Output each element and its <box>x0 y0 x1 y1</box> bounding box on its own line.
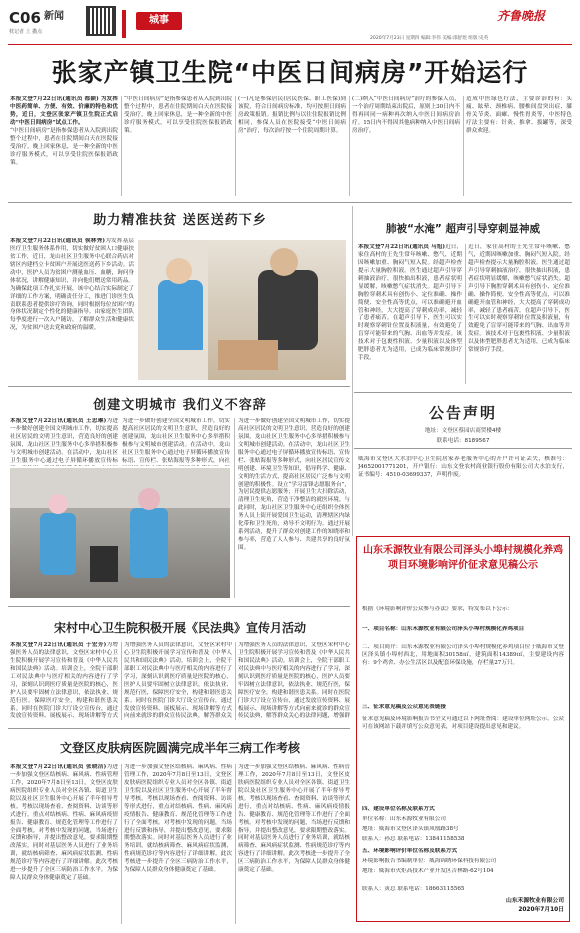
notice-phone: 联系电话：8189567 <box>436 438 490 444</box>
eia-s5-address: 地址：威海市火炬高技术产业开发区吉林路-62号104 <box>362 868 494 874</box>
volunteer-head <box>48 494 68 514</box>
eia-title: 山东禾源牧业有限公司泽头小埠村规模化养鸡项目环境影响评价征求意见稿公示 <box>363 545 563 571</box>
section-rule <box>8 728 350 729</box>
story1-text: 为发挥基层医疗卫生服务体系作用，切实做好贫困人口健康扶贫工作，近日，龙山社区卫生服务中心联合药店对辖区内建档立卡贫困户开展送医送药下乡活动。活动中，医护人员为贫困户测量血压、血糖，询问身体状况，讲解健康知识，并向他们赠送常用药品。为确保此项工作扎实开展，该中心结合实际制定了详细的工作方案，明确责任分工，推进门诊医生负责联系患者提供诊疗咨询，同时根据每位贫困户的身体状况制定个性化的健康指导。由家庭医生团队每季度进行一次入户随访，了解群众生活和健康状况，为贫困户送去党和政府的温暖。 <box>10 238 134 332</box>
person-head <box>270 248 298 276</box>
story3-photo <box>10 468 230 598</box>
person-figure <box>258 270 318 350</box>
main-headline: 张家产镇卫生院“中医日间病房”开始运行 <box>51 58 529 87</box>
table-shape <box>218 340 278 370</box>
column-divider <box>235 96 236 196</box>
column-divider <box>121 764 122 924</box>
column-divider <box>349 96 350 196</box>
story2-col-1 <box>358 244 462 384</box>
column-divider <box>235 642 236 720</box>
column-divider <box>234 418 235 598</box>
column-divider <box>121 642 122 720</box>
date-line: 2020年7月23日 星期四 编辑:李伟 美编:邵舒煜 组版:史英 <box>370 36 489 41</box>
editor-line: 枕记者 上 撒点 <box>9 29 43 35</box>
qr-code <box>86 6 116 36</box>
story4-byline: 本报文登7月22日讯(通讯员 于宏芳) <box>10 642 107 648</box>
story5-col-2: 为进一步加强文登区结核病、麻风病、性病管理工作，2020年7月8日至13日，文登区皮肤病医院组织专业人员对全区各镇、街道卫生院以及社区卫生服务中心开展了半年督导考核。考核以现场查看、查阅资料、访谈等形式进行，重点对结核病、性病、麻风病疫情报告、健康教育、规范化管理等工作进行了全面考核。对考核中发现的问题，当场进行反馈和指导，并提出整改意见，要求限期整改落实。同时对基层医务人员进行了业务培训，就结核病筛查、麻风病症状监测、性病规范诊疗等内容进行了详细讲解。此次考核进一步提升了全区三病防治工作水平，为保障人民群众身体健康奠定了基础。 <box>124 764 232 874</box>
volunteer-head <box>138 488 160 510</box>
story4-col-1 <box>10 642 118 720</box>
story2-text: 近日，家住高村的王先生常年咳嗽、憋气，近期因咳嗽加重、胸闷气短入院。经超声检查提示大量胸腔积液。医生通过超声引导穿刺抽液治疗，很快抽出积液，患者症状明显缓解，咳嗽憋气症状消失。超声引导下胸腔穿刺术具有创伤小、定位准确、操作简便、安全性高等优点，可以准确避开血管和神经，大大提高了穿刺成功率，减轻了患者痛苦。在超声引导下，医生可以实时观察穿刺针位置及积液量，有效避免了盲穿可能带来的气胸、出血等并发症。该技术对于包裹性积液、少量积液以及体型肥胖患者尤为适用，已成为临床常规诊疗手段。 <box>358 244 462 362</box>
lead-col-5: 造成中医绿色疗法，主要诊治的有：头痛、眩晕、颈椎病、腰椎间盘突出症、膝骨关节炎、面瘫、慢性胃炎等，中医特色疗法主要有：针灸、推拿、拔罐等，深受群众欢迎。 <box>466 96 572 134</box>
section-rule <box>8 202 572 203</box>
story1-photo <box>138 240 346 380</box>
eia-s5-contact: 联系人：黄总 联系电话：18663115565 <box>362 886 465 892</box>
story4-col-2: 为增强医务人员的法律意识，文登区宋村中心卫生院积极开展学习宣传和普及《中华人民共和国民法典》活动。培训会上，全院干部职工对民法典中与医疗相关的内容进行了学习，深刻认识到医疗质量是医院的核心，医护人员要牢固树立法律意识，依法执业、规范行医，保障医疗安全，构建和谐医患关系。同时在医院门诊大厅设立宣传台，通过发放宣传资料、展板展示、现场讲解等方式向前来就诊的群众宣传民法典，解答群众关 <box>124 642 232 720</box>
eia-intro: 根据《环境影响评价公众参与办法》要求，特发布以下公示： <box>362 606 514 612</box>
lead-paragraph-1: 本报文登7月22日讯(通讯员 都颖) 为发挥中医药简单、方便、有效、价廉的特色和优势，近日，文登区张家产镇卫生院正式启动“中医日间病房”试点工作。 <box>10 96 118 126</box>
notice-divider <box>354 448 572 449</box>
brand-logo: 齐鲁晚报 <box>497 9 546 23</box>
masthead-divider <box>122 10 126 38</box>
notice-address: 地址：文登区蔡园店商贸楼4楼 <box>424 428 502 434</box>
column-divider <box>235 764 236 924</box>
eia-s3-body: 征求意见稿及环境影响报告书全文可通过以下网址查阅：建设单位网址公示。公众可在该网站下载并填写公众意见表，对项目建设提出意见和建议。 <box>362 716 564 730</box>
eia-sign-company: 山东禾源牧业有限公司 <box>506 898 564 904</box>
story3-col-1 <box>10 418 118 466</box>
eia-s3: 三、征求意见稿及公众意见表链接 <box>362 704 446 710</box>
story5-title: 文登区皮肤病医院圆满完成半年三病工作考核 <box>59 741 300 755</box>
eia-s4-contact: 联系人：孙总 联系电话：13841158538 <box>362 836 465 842</box>
section-rule <box>8 386 350 387</box>
section-rule <box>354 392 572 393</box>
story2-title: 肺被“水淹” 超声引导穿刺显神威 <box>386 223 540 235</box>
column-divider <box>465 244 466 384</box>
column-tag: 城事 <box>136 12 182 30</box>
eia-s5: 五、环境影响评价单位名称及联系方式 <box>362 848 458 854</box>
story2-col-2: 近日，家住高村的王先生常年咳嗽、憋气，近期因咳嗽加重、胸闷气短入院。经超声检查提示大量胸腔积液。医生通过超声引导穿刺抽液治疗，很快抽出积液，患者症状明显缓解，咳嗽憋气症状消失。超声引导下胸腔穿刺术具有创伤小、定位准确、操作简便、安全性高等优点，可以准确避开血管和神经，大大提高了穿刺成功率，减轻了患者痛苦。在超声引导下，医生可以实时观察穿刺针位置及积液量，有效避免了盲穿可能带来的气胸、出血等并发症。该技术对于包裹性积液、少量积液以及体型肥胖患者尤为适用，已成为临床常规诊疗手段。 <box>468 244 570 354</box>
person-head <box>166 258 192 284</box>
story2-byline: 本报文登7月22日讯(通讯员 马旭) <box>358 244 446 250</box>
person-figure <box>158 280 203 350</box>
column-divider <box>352 392 353 536</box>
story3-byline: 本报文登7月22日讯(通讯员 王忠琳) <box>10 418 107 424</box>
volunteer-figure <box>130 508 168 578</box>
section-label: 新闻 <box>44 11 64 22</box>
story5-col-1 <box>10 764 118 924</box>
story5-col-3: 为进一步加强文登区结核病、麻风病、性病管理工作，2020年7月8日至13日，文登区皮肤病医院组织专业人员对全区各镇、街道卫生院以及社区卫生服务中心开展了半年督导考核。考核以现场查看、查阅资料、访谈等形式进行，重点对结核病、性病、麻风病疫情报告、健康教育、规范化管理等工作进行了全面考核。对考核中发现的问题，当场进行反馈和指导，并提出整改意见，要求限期整改落实。同时对基层医务人员进行了业务培训，就结核病筛查、麻风病症状监测、性病规范诊疗等内容进行了详细讲解。此次考核进一步提升了全区三病防治工作水平，为保障人民群众身体健康奠定了基础。 <box>238 764 350 874</box>
story1-title: 助力精准扶贫 送医送药下乡 <box>93 213 267 228</box>
eia-s2: 二、项目简介：山东禾源牧业有限公司泽头小埠村规模化养鸡项目位于威海市文登区泽头镇小埠村西北，用地面积30158㎡，建筑面积14389㎡，主要建设内容有：9个鸡舍、办公生活区以及配套环保设施，存栏量27万只。 <box>362 644 564 666</box>
notice-body: 威海市文登区大水泊中心卫生院居家养老服务中心的开户许可证丢失，核准号：J4652001771201，开户银行：山东文登农村商业银行股份有限公司大水泊支行，证书编号：4510-03699337，声明作废。 <box>358 456 568 478</box>
story3-title: 创建文明城市 我们义不容辞 <box>93 398 267 413</box>
story3-col-2: 为进一步做好创建全国文明城市工作，切实提高社区居民的文明卫生意识，营造良好的创建氛围，龙山社区卫生服务中心多举措积极参与文明城市创建活动。在活动中，龙山社区卫生服务中心通过电子屏循环播放宣传标语、宣传栏、张贴海报等多种形式，向社 <box>122 418 230 464</box>
masthead-rule <box>8 44 572 45</box>
column-divider <box>121 96 122 196</box>
eia-sign-date: 2020年7月10日 <box>518 907 564 913</box>
notice-heading: 公告声明 <box>428 404 497 422</box>
eia-s5-name: 环境影响报告书编制单位：威海锦绣环保科技有限公司 <box>362 858 497 864</box>
story3-text: 为进一步做好创建全国文明城市工作，切实提高社区居民的文明卫生意识，营造良好的创建氛围，龙山社区卫生服务中心多举措积极参与文明城市创建活动。在活动中，龙山社区卫生服务中心通过电子屏循环播放宣传标 <box>10 418 118 464</box>
story5-text: 为进一步加强文登区结核病、麻风病、性病管理工作，2020年7月8日至13日，文登区皮肤病医院组织专业人员对全区各镇、街道卫生院以及社区卫生服务中心开展了半年督导考核。考核以现场查看、查阅资料、访谈等形式进行，重点对结核病、性病、麻风病疫情报告、健康教育、规范化管理等工作进行了全面考核。对考核中发现的问题，当场进行反馈和指导，并提出整改意见，要求限期整改落实。同时对基层医务人员进行了业务培训，就结核病筛查、麻风病症状监测、性病规范诊疗等内容进行了详细讲解。此次考核进一步提升了全区三病防治工作水平，为保障人民群众身体健康奠定了基础。 <box>10 764 118 882</box>
story4-col-3: 为增强医务人员的法律意识，文登区宋村中心卫生院积极开展学习宣传和普及《中华人民共和国民法典》活动。培训会上，全院干部职工对民法典中与医疗相关的内容进行了学习，深刻认识到医疗质量是医院的核心，医护人员要牢固树立法律意识，依法执业、规范行医，保障医疗安全，构建和谐医患关系。同时在医院门诊大厅设立宣传台，通过发放宣传资料、展板展示、现场讲解等方式向前来就诊的群众宣传民法典，解答群众关心的法律问题，增强群 <box>238 642 350 720</box>
story1-body <box>10 238 134 378</box>
story1-byline: 本报文登7月22日讯(通讯员 侯林秀) <box>10 238 106 244</box>
page-number: C06 <box>9 9 41 27</box>
lead-paragraph-2: “中医日间病房”是指参保患者从入院到出院整个过程中，患者在住院期间白天在医院接受治疗，晚上回家休息，是一种全新的中医诊疗服务模式，可以享受住院医保报销政策。 <box>10 127 118 166</box>
bin-shape <box>90 546 118 582</box>
eia-s4-address: 地址：威海市文登区泽头镇凤凰路38号 <box>362 826 459 832</box>
eia-s4-name: 单位名称：山东禾源牧业有限公司 <box>362 816 446 822</box>
story3-col-3: 为进一步做好创建全国文明城市工作，切实提高社区居民的文明卫生意识，营造良好的创建氛围，龙山社区卫生服务中心多举措积极参与文明城市创建活动。在活动中，龙山社区卫生服务中心通过电子屏循环播放宣传标语、宣传栏、张贴海报等多种形式，向社区居民宣传文明创建、环境卫生等知识，倡导科学、健康、文明的生活方式，提高社区居民广泛参与文明创建的积极性。设立“学习雷锋志愿服务台”，为居民提供志愿服务；开展卫生大扫除活动，清理卫生死角，营造干净整洁的就医环境。与此同时，龙山社区卫生服务中心还组织全体医务人员上街开展爱国卫生运动，清理辖区内绿化带和卫生死角，劝导不文明行为。通过开展系列活动，提升了群众对创建工作的知晓率和参与率，营造了人人参与、共建共享的良好氛围。 <box>238 418 350 551</box>
lead-col-3: (一)凡是参保居民(居民医保、职工医保)到该院，符合日间病房标准，均可按照日间病房政策报销。报销比例与以往住院报销比例相同，参保人员在医院接受“中医日间病房”治疗，每次治疗按一个住院周期计算。 <box>238 96 346 134</box>
eia-s1: 一、项目名称：山东禾源牧业有限公司泽头小埠村规模化养鸡项目 <box>362 626 525 632</box>
section-rule <box>8 606 350 607</box>
photo-building <box>10 468 230 508</box>
volunteer-figure <box>40 513 76 575</box>
eia-s4: 四、建设单位名称及联系方式 <box>362 806 435 812</box>
column-divider <box>463 96 464 196</box>
story4-text: 为增强医务人员的法律意识，文登区宋村中心卫生院积极开展学习宣传和普及《中华人民共和国民法典》活动。培训会上，全院干部职工对民法典中与医疗相关的内容进行了学习，深刻认识到医疗质量是医院的核心，医护人员要牢固树立法律意识，依法执业、规范行医，保障医疗安全，构建和谐医患关系。同时在医院门诊大厅设立宣传台，通过发放宣传资料、展板展示、现场讲解等方式 <box>10 642 118 720</box>
lead-col-4: (二)纳入“中医日间病房”治疗的参保人员，一个治疗周期结束出院后，原则上30日内不得再回同一病种再次纳入中医日间病房治疗。15日内不得因其他病种纳入中医日间病房治疗。 <box>352 96 460 134</box>
lead-col-1 <box>10 96 118 196</box>
column-divider <box>352 206 353 392</box>
lead-col-2: “中医日间病房”是指参保患者从入院到出院整个过程中，患者在住院期间白天在医院接受治疗，晚上回家休息，是一种全新的中医诊疗服务模式，可以享受住院医保报销政策。 <box>124 96 232 134</box>
story5-byline: 本报文登7月22日讯(通讯员 张晓洁) <box>10 764 107 770</box>
story4-title: 宋村中心卫生院积极开展《民法典》宣传月活动 <box>53 621 306 635</box>
